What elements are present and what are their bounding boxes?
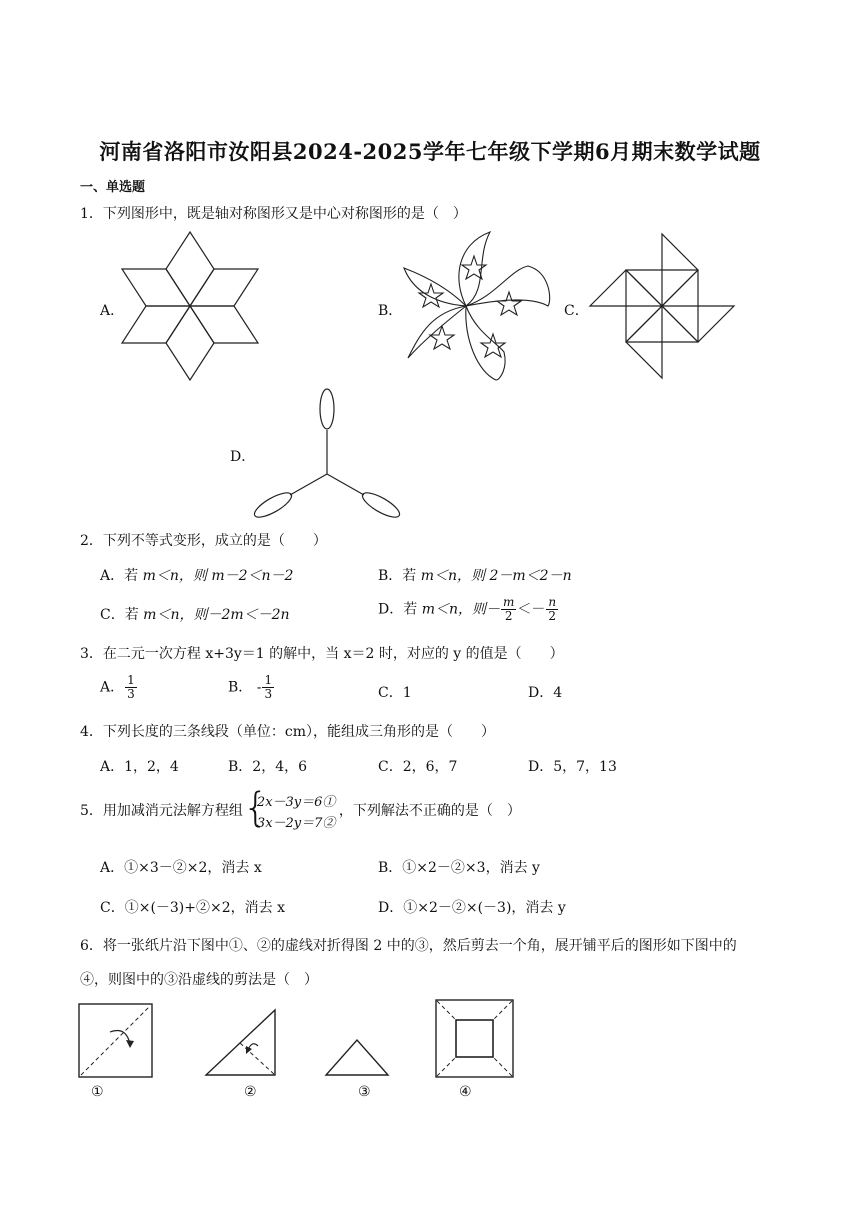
q3-option-a-fraction: $\frac{1}{3}$	[127, 673, 135, 701]
q6-figure-2-triangle-fold	[203, 1008, 278, 1078]
q5-stem-suffix: ，下列解法不正确的是（ ）	[338, 803, 521, 819]
q2-option-a-prefix: A．若	[100, 568, 139, 584]
q4-option-d: D．5，7，13	[528, 759, 617, 775]
q2-option-d-prefix: D．若	[378, 601, 418, 618]
q1-figure-c-pinwheel	[585, 230, 740, 382]
q5-equation-system	[242, 785, 337, 832]
q5-option-b: B．①×2－②×3，消去 y	[378, 860, 540, 876]
q2-option-d	[378, 596, 559, 623]
q5-equation-1: 2x－3y＝6①	[256, 795, 336, 810]
section-heading: 一、单选题	[80, 180, 146, 195]
q1-option-b-label: B．	[378, 303, 403, 319]
q3-option-c: C．1	[378, 685, 412, 701]
q3-option-a	[100, 674, 138, 701]
q6-figure-3-label: ③	[358, 1084, 371, 1100]
q2-option-a-body: m＜n，则 m－2＜n－2	[142, 568, 294, 584]
question-3-stem: 3．在二元一次方程 x+3y＝1 的解中，当 x＝2 时，对应的 y 的值是（ ）	[80, 646, 564, 662]
q2-option-b-prefix: B．若	[378, 568, 417, 584]
question-2-stem: 2．下列不等式变形，成立的是（ ）	[80, 533, 327, 549]
q2-option-d-less-than: ＜－	[517, 601, 546, 618]
q1-figure-b-star-petal-flower	[400, 230, 552, 382]
page-title: 河南省洛阳市汝阳县2024-2025学年七年级下学期6月期末数学试题	[99, 139, 761, 164]
q2-option-a	[100, 565, 293, 585]
q2-option-d-fraction-n: $\frac{n}{2}$	[548, 595, 557, 623]
q6-figure-1-square-fold	[78, 1002, 154, 1080]
question-5-stem	[80, 785, 521, 832]
q5-equation-2: 3x－2y＝7②	[256, 816, 336, 831]
q4-option-a: A．1，2，4	[100, 759, 179, 775]
q5-option-d: D．①×2－②×(－3)，消去 y	[378, 900, 566, 916]
q2-option-c-prefix: C．若	[100, 607, 139, 623]
q1-option-a-label: A．	[100, 303, 125, 319]
q1-option-c-label: C．	[564, 303, 589, 319]
q4-option-c: C．2，6，7	[378, 759, 458, 775]
q3-option-b	[228, 674, 275, 701]
q2-option-d-fraction-m: $\frac{m}{2}$	[502, 595, 515, 623]
q3-option-d: D．4	[528, 685, 563, 701]
q3-option-b-label: B．	[228, 679, 253, 696]
q3-option-a-label: A．	[100, 679, 125, 696]
left-brace-icon: {	[242, 785, 269, 831]
q2-option-d-condition: m＜n，则－	[421, 601, 500, 618]
question-4-stem: 4．下列长度的三条线段（单位：cm），能组成三角形的是（ ）	[80, 724, 496, 740]
q6-figure-3-small-triangle	[323, 1038, 391, 1078]
q5-option-a: A．①×3－②×2，消去 x	[100, 860, 262, 876]
q1-figure-d-three-blade	[250, 388, 410, 523]
question-6-stem-line-1: 6．将一张纸片沿下图中①、②的虚线对折得图 2 中的③，然后剪去一个角，展开铺平后的图形如下图中的	[80, 938, 737, 954]
q2-option-c	[100, 604, 290, 624]
q2-option-b-body: m＜n，则 2－m＜2－n	[420, 568, 572, 584]
q5-option-c: C．①×(－3)+②×2，消去 x	[100, 900, 285, 916]
q2-option-b	[378, 565, 572, 585]
q6-figure-1-label: ①	[91, 1084, 104, 1100]
q6-figure-4-label: ④	[459, 1084, 472, 1100]
q5-stem-prefix: 5．用加减消元法解方程组	[80, 803, 243, 819]
q6-figure-4-unfolded-square	[434, 998, 516, 1080]
q1-figure-a-six-rhombus-star	[120, 230, 260, 382]
q6-figure-2-label: ②	[244, 1084, 257, 1100]
q2-option-c-body: m＜n，则－2m＜－2n	[143, 607, 290, 623]
question-6-stem-line-2: ④，则图中的③沿虚线的剪法是（ ）	[80, 972, 318, 988]
question-1-stem: 1．下列图形中，既是轴对称图形又是中心对称图形的是（ ）	[80, 206, 467, 222]
q4-option-b: B．2，4，6	[228, 759, 308, 775]
q1-option-d-label: D．	[230, 449, 256, 465]
q3-option-b-sign: -	[256, 679, 262, 696]
q3-option-b-fraction: $\frac{1}{3}$	[264, 673, 273, 701]
